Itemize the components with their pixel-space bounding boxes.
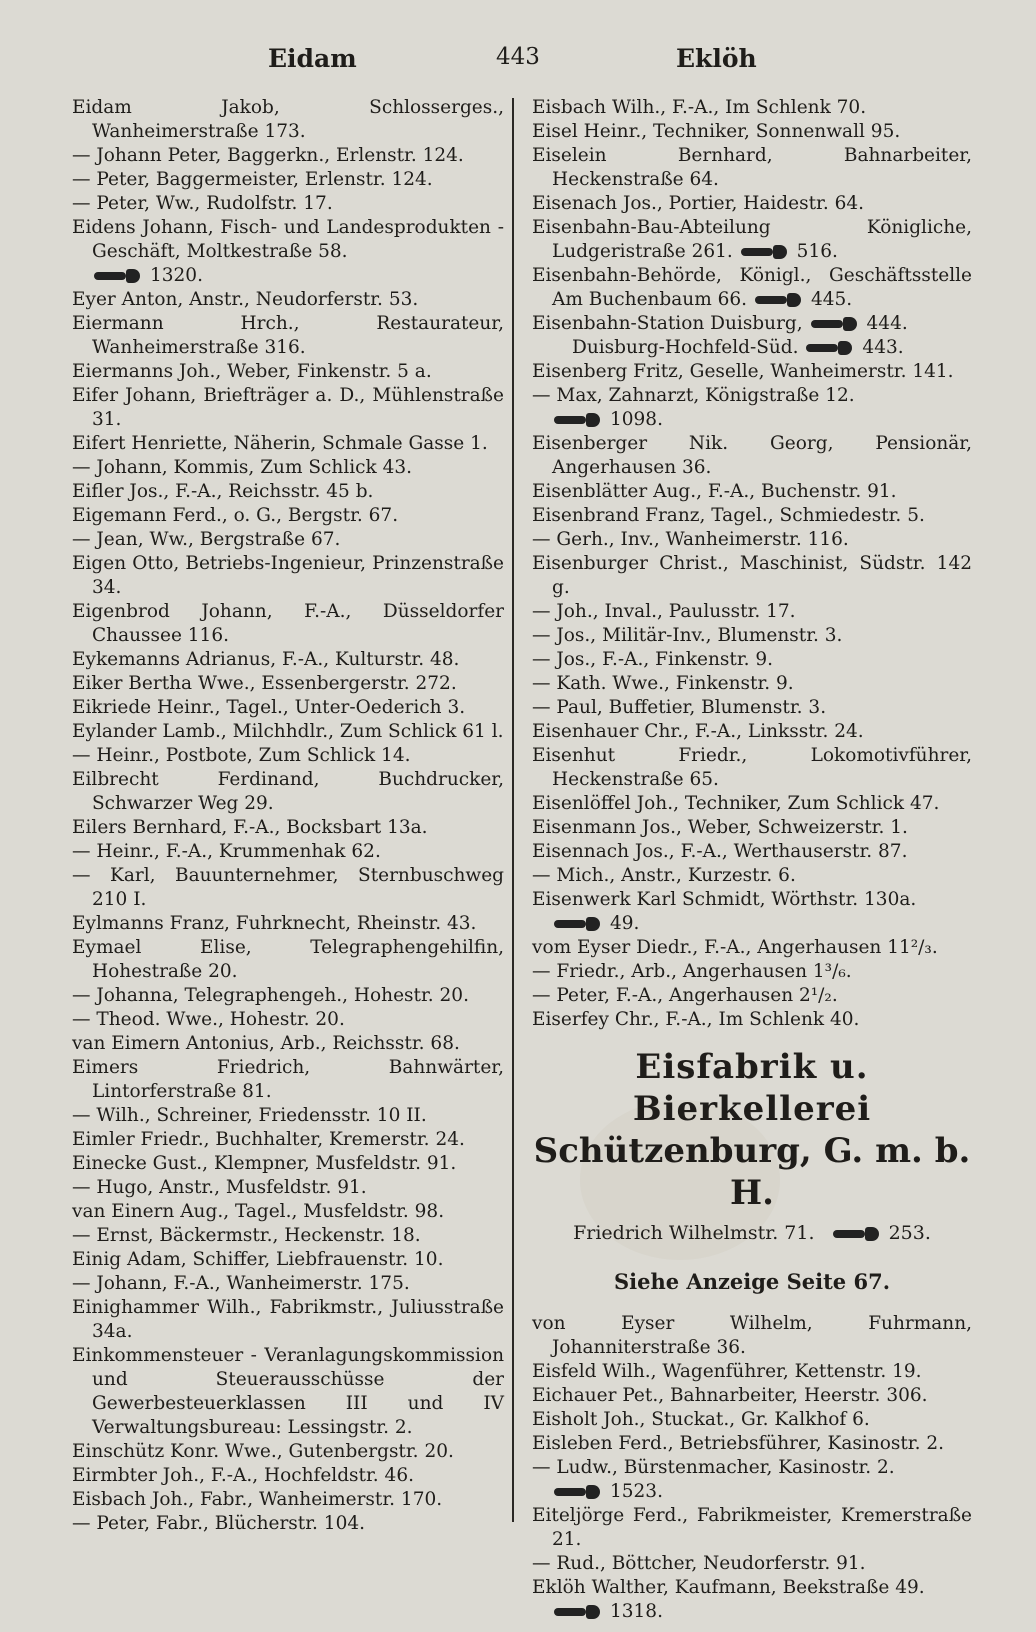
entry-text: — Friedr., Arb., Angerhausen 1³/₆. [532, 961, 852, 982]
directory-entry [532, 624, 972, 648]
entry-text: Eikriede Heinr., Tagel., Unter-Oederich 3. [72, 697, 466, 718]
phone-number: 516. [796, 241, 838, 262]
directory-entry [72, 96, 504, 144]
directory-entry [532, 1456, 972, 1504]
entry-text: — Hugo, Anstr., Musfeldstr. 91. [72, 1177, 367, 1198]
left-column [72, 96, 504, 1536]
entry-text: — Peter, Baggermeister, Erlenstr. 124. [72, 169, 433, 190]
directory-entry [532, 432, 972, 480]
directory-entry [532, 864, 972, 888]
ad-address: Friedrich Wilhelmstr. 71. [573, 1222, 815, 1244]
entry-text: vom Eyser Diedr., F.-A., Angerhausen 11²/₃. [532, 937, 938, 958]
entry-text: — Johanna, Telegraphengeh., Hohestr. 20. [72, 985, 469, 1006]
directory-entry [72, 528, 504, 552]
directory-entry [72, 912, 504, 936]
directory-entry [72, 1056, 504, 1104]
directory-entry [72, 720, 504, 744]
entry-text: Eigemann Ferd., o. G., Bergstr. 67. [72, 505, 399, 526]
telephone-icon [552, 413, 602, 427]
entry-text: Eimler Friedr., Buchhalter, Kremerstr. 24. [72, 1129, 465, 1150]
directory-entry [72, 1224, 504, 1248]
phone-line [92, 264, 504, 288]
directory-entry [72, 1272, 504, 1296]
telephone-icon [552, 1605, 602, 1619]
entry-text: — Ernst, Bäckermstr., Heckenstr. 18. [72, 1225, 421, 1246]
directory-entry [72, 360, 504, 384]
directory-entry [72, 1152, 504, 1176]
entry-text: Eisennach Jos., F.-A., Werthauserstr. 87. [532, 841, 908, 862]
directory-entry [532, 312, 972, 336]
directory-entry [532, 120, 972, 144]
telephone-icon [753, 293, 803, 307]
entry-text: Eidens Johann, Fisch- und Landesprodukten - Geschäft, Moltkestraße 58. [72, 217, 504, 262]
entry-text: Eisenhut Friedr., Lokomotivführer, Heckenstraße 65. [532, 745, 972, 790]
telephone-icon [739, 245, 789, 259]
directory-entry [532, 648, 972, 672]
entry-text: Eisenach Jos., Portier, Haidestr. 64. [532, 193, 864, 214]
directory-entry [532, 216, 972, 264]
entry-text: — Johann Peter, Baggerkn., Erlenstr. 124. [72, 145, 464, 166]
directory-entry [72, 384, 504, 432]
directory-entry [532, 96, 972, 120]
directory-entry [72, 504, 504, 528]
directory-entry [72, 936, 504, 984]
entry-text: van Einern Aug., Tagel., Musfeldstr. 98. [72, 1201, 445, 1222]
directory-entry [72, 168, 504, 192]
directory-entry [532, 1408, 972, 1432]
entry-text: — Johann, Kommis, Zum Schlick 43. [72, 457, 413, 478]
entry-text: — Peter, Fabr., Blücherstr. 104. [72, 1513, 365, 1534]
entry-text: Eilers Bernhard, F.-A., Bocksbart 13a. [72, 817, 428, 838]
directory-entry [72, 480, 504, 504]
directory-entry [72, 1512, 504, 1536]
entry-text: — Wilh., Schreiner, Friedensstr. 10 II. [72, 1105, 427, 1126]
entry-text: Eilbrecht Ferdinand, Buchdrucker, Schwarzer Weg 29. [72, 769, 504, 814]
entry-text: Eifert Henriette, Näherin, Schmale Gasse 1. [72, 433, 488, 454]
directory-entry [72, 1008, 504, 1032]
entry-text: — Jos., F.-A., Finkenstr. 9. [532, 649, 774, 670]
entry-text: Eisenberg Fritz, Geselle, Wanheimerstr. 141. [532, 361, 954, 382]
entry-text: — Jean, Ww., Bergstraße 67. [72, 529, 341, 550]
directory-entry [72, 456, 504, 480]
entry-text: Einighammer Wilh., Fabrikmstr., Juliusstraße 34a. [72, 1297, 504, 1342]
entry-text: — Ludw., Bürstenmacher, Kasinostr. 2. [532, 1457, 895, 1478]
phone-number: 443. [862, 337, 904, 358]
entry-text: Eymael Elise, Telegraphengehilfin, Hohestraße 20. [72, 937, 504, 982]
entry-text: — Johann, F.-A., Wanheimerstr. 175. [72, 1273, 410, 1294]
directory-entry [532, 600, 972, 624]
entry-text: van Eimern Antonius, Arb., Reichsstr. 68. [72, 1033, 460, 1054]
directory-entry [532, 1360, 972, 1384]
directory-entry [532, 1504, 972, 1552]
directory-entry [72, 600, 504, 648]
directory-entry [72, 1032, 504, 1056]
directory-entry [72, 1128, 504, 1152]
directory-entry [72, 432, 504, 456]
directory-entry [72, 1440, 504, 1464]
directory-entry [532, 360, 972, 384]
directory-entry [532, 1432, 972, 1456]
entry-text: Einecke Gust., Klempner, Musfeldstr. 91. [72, 1153, 457, 1174]
phone-line [552, 1600, 972, 1624]
entry-text: Eisenbrand Franz, Tagel., Schmiedestr. 5. [532, 505, 925, 526]
phone-line [552, 912, 972, 936]
directory-entry [72, 864, 504, 912]
entry-text: Eisenburger Christ., Maschinist, Südstr. 142 g. [532, 553, 972, 598]
entry-text: Eisleben Ferd., Betriebsführer, Kasinostr. 2. [532, 1433, 944, 1454]
entry-text: Eisfeld Wilh., Wagenführer, Kettenstr. 19. [532, 1361, 922, 1382]
entry-text: Eichauer Pet., Bahnarbeiter, Heerstr. 306. [532, 1385, 928, 1406]
phone-line [552, 1480, 972, 1504]
entry-text: — Heinr., Postbote, Zum Schlick 14. [72, 745, 411, 766]
directory-entry [72, 648, 504, 672]
directory-entry [532, 192, 972, 216]
entry-text: — Kath. Wwe., Finkenstr. 9. [532, 673, 794, 694]
phone-number: 1098. [610, 409, 663, 430]
entry-text: — Max, Zahnarzt, Königstraße 12. [532, 385, 855, 406]
entry-text: — Joh., Inval., Paulusstr. 17. [532, 601, 796, 622]
entry-text: Einig Adam, Schiffer, Liebfrauenstr. 10. [72, 1249, 444, 1270]
directory-entry [532, 1384, 972, 1408]
entry-text: Eisenbahn-Bau-Abteilung Königliche, Ludgeristraße 261. [532, 217, 972, 262]
directory-entry [72, 672, 504, 696]
right-column-entries-bottom [532, 1312, 972, 1624]
entry-text: Eisenberger Nik. Georg, Pensionär, Angerhausen 36. [532, 433, 972, 478]
entry-text: Eifer Johann, Briefträger a. D., Mühlenstraße 31. [72, 385, 504, 430]
entry-text: — Theod. Wwe., Hohestr. 20. [72, 1009, 345, 1030]
entry-text: — Jos., Militär-Inv., Blumenstr. 3. [532, 625, 843, 646]
entry-text: Eisholt Joh., Stuckat., Gr. Kalkhof 6. [532, 1409, 870, 1430]
entry-text: Eiserfey Chr., F.-A., Im Schlenk 40. [532, 1009, 860, 1030]
directory-entry [72, 144, 504, 168]
entry-text: von Eyser Wilhelm, Fuhrmann, Johanniterstraße 36. [532, 1313, 972, 1358]
entry-text: Eisenlöffel Joh., Techniker, Zum Schlick 47. [532, 793, 940, 814]
entry-text: Eiteljörge Ferd., Fabrikmeister, Kremerstraße 21. [532, 1505, 972, 1550]
directory-entry [72, 1104, 504, 1128]
entry-text: — Peter, F.-A., Angerhausen 2¹/₂. [532, 985, 838, 1006]
directory-entry [72, 312, 504, 360]
entry-text: — Paul, Buffetier, Blumenstr. 3. [532, 697, 827, 718]
directory-entry [532, 552, 972, 600]
entry-text: Eisenbahn-Station Duisburg, [532, 313, 803, 334]
phone-line [552, 408, 972, 432]
directory-entry [532, 264, 972, 312]
directory-entry [72, 1488, 504, 1512]
entry-text: Eisenblätter Aug., F.-A., Buchenstr. 91. [532, 481, 897, 502]
ad-address-line [532, 1218, 972, 1248]
directory-entry [72, 1296, 504, 1344]
entry-text: Eiermann Hrch., Restaurateur, Wanheimerstraße 316. [72, 313, 504, 358]
ad-phone: 253. [888, 1222, 931, 1244]
right-column-entries-top [532, 96, 972, 1032]
directory-entry [532, 384, 972, 432]
entry-text: Eisenwerk Karl Schmidt, Wörthstr. 130a. [532, 889, 917, 910]
directory-entry [532, 480, 972, 504]
entry-text: Eimers Friedrich, Bahnwärter, Lintorferstraße 81. [72, 1057, 504, 1102]
directory-entry [532, 984, 972, 1008]
directory-entry [532, 504, 972, 528]
directory-entry [532, 1576, 972, 1624]
entry-text: — Karl, Bauunternehmer, Sternbuschweg 210 I. [72, 865, 504, 910]
entry-text: — Mich., Anstr., Kurzestr. 6. [532, 865, 796, 886]
column-divider [512, 98, 514, 1522]
entry-text: Eidam Jakob, Schlosserges., Wanheimerstraße 173. [72, 97, 504, 142]
entry-text: Eykemanns Adrianus, F.-A., Kulturstr. 48. [72, 649, 460, 670]
directory-entry [532, 1008, 972, 1032]
directory-entry [72, 744, 504, 768]
directory-entry [532, 144, 972, 192]
entry-text: Einkommensteuer - Veranlagungskommission und Steuerausschüsse der Gewerbesteuerklassen III und IV Verwaltungsbureau: Lessingstr. 2. [72, 1345, 504, 1438]
directory-entry [532, 792, 972, 816]
telephone-icon [92, 269, 142, 283]
right-column [532, 96, 972, 1624]
page-number: 443 [496, 44, 540, 70]
directory-entry [532, 528, 972, 552]
entry-text: Eiker Bertha Wwe., Essenbergerstr. 272. [72, 673, 457, 694]
directory-entry [72, 192, 504, 216]
telephone-icon [552, 1485, 602, 1499]
directory-entry [72, 288, 504, 312]
entry-text: Eigen Otto, Betriebs-Ingenieur, Prinzenstraße 34. [72, 553, 504, 598]
phone-number: 49. [610, 913, 640, 934]
directory-entry [532, 672, 972, 696]
directory-entry [532, 1312, 972, 1360]
directory-entry [532, 696, 972, 720]
directory-entry [72, 552, 504, 600]
entry-text: Eigenbrod Johann, F.-A., Düsseldorfer Chaussee 116. [72, 601, 504, 646]
directory-entry [532, 960, 972, 984]
entry-text: Eisenhauer Chr., F.-A., Linksstr. 24. [532, 721, 864, 742]
entry-text: — Heinr., F.-A., Krummenhak 62. [72, 841, 381, 862]
entry-text: Eisbach Wilh., F.-A., Im Schlenk 70. [532, 97, 867, 118]
entry-text: Eyer Anton, Anstr., Neudorferstr. 53. [72, 289, 419, 310]
entry-text: Eklöh Walther, Kaufmann, Beekstraße 49. [532, 1577, 925, 1598]
directory-entry [532, 840, 972, 864]
directory-entry [72, 816, 504, 840]
entry-text: Eisenbahn-Behörde, Königl., Geschäftsstelle Am Buchenbaum 66. [532, 265, 972, 310]
directory-entry [72, 1200, 504, 1224]
directory-entry [532, 744, 972, 792]
entry-text: Eiermanns Joh., Weber, Finkenstr. 5 a. [72, 361, 432, 382]
directory-entry [72, 1344, 504, 1440]
advertisement [532, 1046, 972, 1298]
entry-text: Eylander Lamb., Milchhdlr., Zum Schlick 61 l. [72, 721, 504, 742]
header-left-keyword: Eidam [268, 44, 357, 73]
telephone-icon [804, 341, 854, 355]
phone-number: 1320. [150, 265, 203, 286]
directory-entry [72, 840, 504, 864]
entry-text: Eisenmann Jos., Weber, Schweizerstr. 1. [532, 817, 908, 838]
directory-entry [72, 984, 504, 1008]
directory-entry [532, 816, 972, 840]
ad-title-line2: Schützenburg, G. m. b. H. [533, 1131, 971, 1213]
phone-number: 445. [810, 289, 853, 310]
phone-number: 1318. [610, 1601, 663, 1622]
directory-entry [532, 888, 972, 936]
entry-text: Eiselein Bernhard, Bahnarbeiter, Heckenstraße 64. [532, 145, 972, 190]
entry-text: Eirmbter Joh., F.-A., Hochfeldstr. 46. [72, 1465, 414, 1486]
telephone-icon [552, 917, 602, 931]
directory-entry [532, 336, 972, 360]
phone-number: 444. [866, 313, 908, 334]
entry-text: — Peter, Ww., Rudolfstr. 17. [72, 193, 333, 214]
entry-text: Eifler Jos., F.-A., Reichsstr. 45 b. [72, 481, 374, 502]
directory-entry [532, 936, 972, 960]
page-header [0, 44, 1036, 84]
telephone-icon [809, 317, 859, 331]
entry-text: — Gerh., Inv., Wanheimerstr. 116. [532, 529, 849, 550]
directory-entry [72, 216, 504, 288]
telephone-icon [831, 1227, 881, 1241]
directory-entry [72, 696, 504, 720]
entry-text: Eisbach Joh., Fabr., Wanheimerstr. 170. [72, 1489, 443, 1510]
directory-entry [72, 768, 504, 816]
directory-entry [72, 1248, 504, 1272]
ad-title-line1: Eisfabrik u. Bierkellerei [632, 1047, 872, 1129]
ad-reference: Siehe Anzeige Seite 67. [613, 1269, 891, 1294]
header-right-keyword: Eklöh [676, 44, 757, 73]
entry-text: Einschütz Konr. Wwe., Gutenbergstr. 20. [72, 1441, 454, 1462]
entry-text: — Rud., Böttcher, Neudorferstr. 91. [532, 1553, 866, 1574]
directory-entry [72, 1464, 504, 1488]
entry-text: Eylmanns Franz, Fuhrknecht, Rheinstr. 43. [72, 913, 477, 934]
entry-text: Duisburg-Hochfeld-Süd. [572, 337, 799, 358]
phone-number: 1523. [610, 1481, 663, 1502]
entry-text: Eisel Heinr., Techniker, Sonnenwall 95. [532, 121, 901, 142]
directory-entry [532, 720, 972, 744]
directory-entry [72, 1176, 504, 1200]
directory-entry [532, 1552, 972, 1576]
